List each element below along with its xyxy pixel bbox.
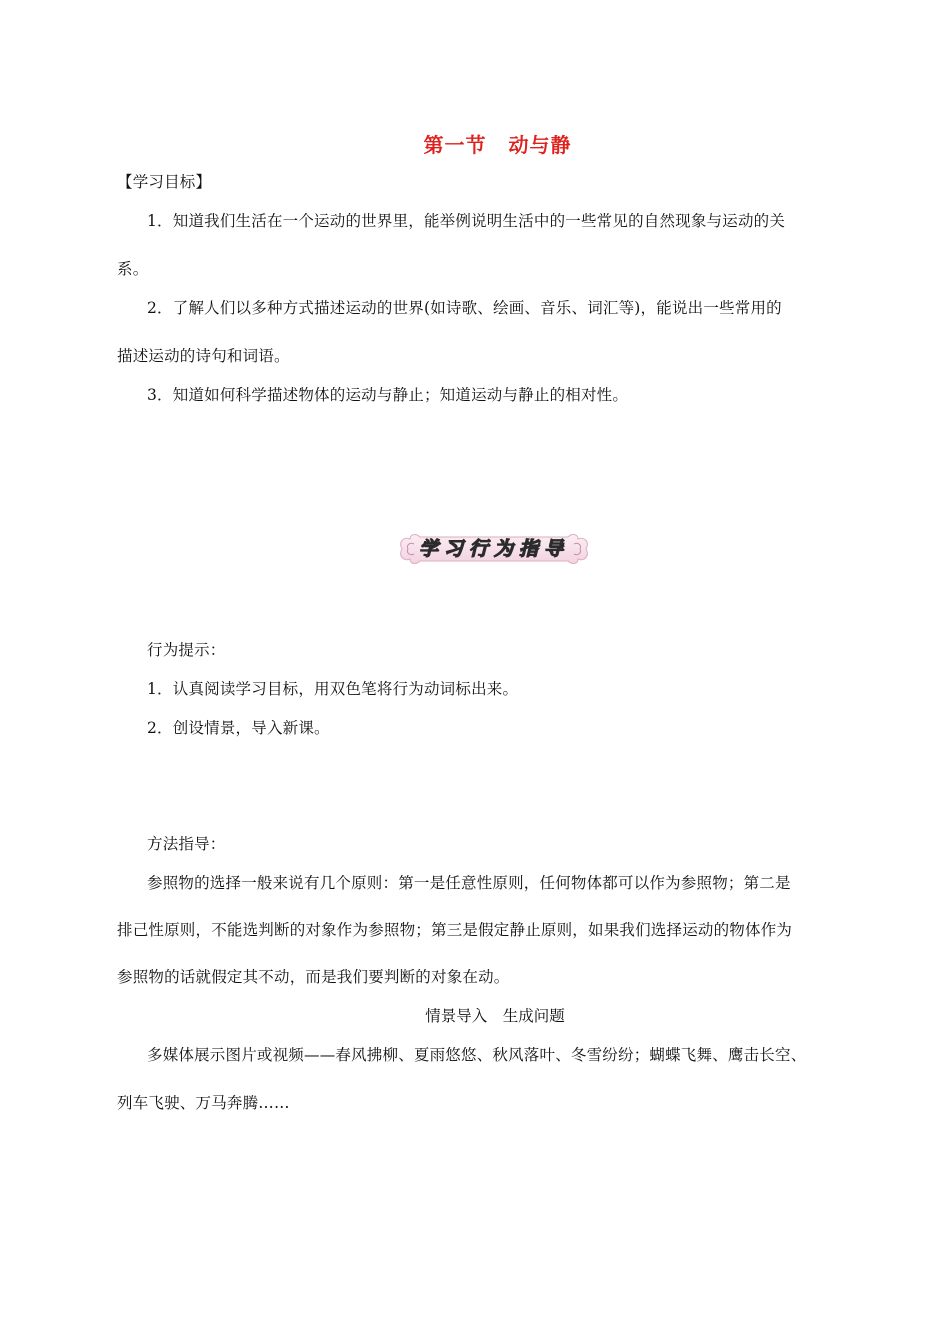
title-section-number: 第一节 (423, 133, 487, 157)
objective-1-line-2: 系。 (117, 260, 149, 278)
method-line-3: 参照物的话就假定其不动，而是我们要判断的对象在动。 (117, 968, 510, 986)
behavior-item-2: 2．创设情景，导入新课。 (147, 719, 330, 737)
objective-1-line-1: 1．知道我们生活在一个运动的世界里，能举例说明生活中的一些常见的自然现象与运动的关 (147, 212, 786, 230)
method-line-2: 排己性原则，不能选判断的对象作为参照物；第三是假定静止原则，如果我们选择运动的物体作为 (117, 921, 793, 939)
section-banner (396, 530, 592, 568)
objective-3: 3．知道如何科学描述物体的运动与静止；知道运动与静止的相对性。 (147, 386, 629, 404)
objective-2-line-1: 2．了解人们以多种方式描述运动的世界(如诗歌、绘画、音乐、词汇等)，能说出一些常用的 (147, 299, 782, 317)
behavior-header: 行为提示： (147, 641, 226, 659)
banner-text: 学习行为指导 (418, 538, 569, 560)
title-topic: 动与静 (508, 133, 572, 157)
scene-line-1: 多媒体展示图片或视频——春风拂柳、夏雨悠悠、秋风落叶、冬雪纷纷；蝴蝶飞舞、鹰击长空、 (147, 1046, 807, 1064)
objective-2-line-2: 描述运动的诗句和词语。 (117, 347, 290, 365)
objectives-header: 【学习目标】 (117, 173, 212, 191)
page-title (0, 129, 950, 158)
method-header: 方法指导： (147, 835, 226, 853)
scene-line-2: 列车飞驶、万马奔腾…… (117, 1094, 290, 1112)
behavior-item-1: 1．认真阅读学习目标，用双色笔将行为动词标出来。 (147, 680, 519, 698)
method-line-1: 参照物的选择一般来说有几个原则：第一是任意性原则，任何物体都可以作为参照物；第二是 (147, 874, 791, 892)
scene-heading: 情景导入 生成问题 (425, 1007, 565, 1025)
